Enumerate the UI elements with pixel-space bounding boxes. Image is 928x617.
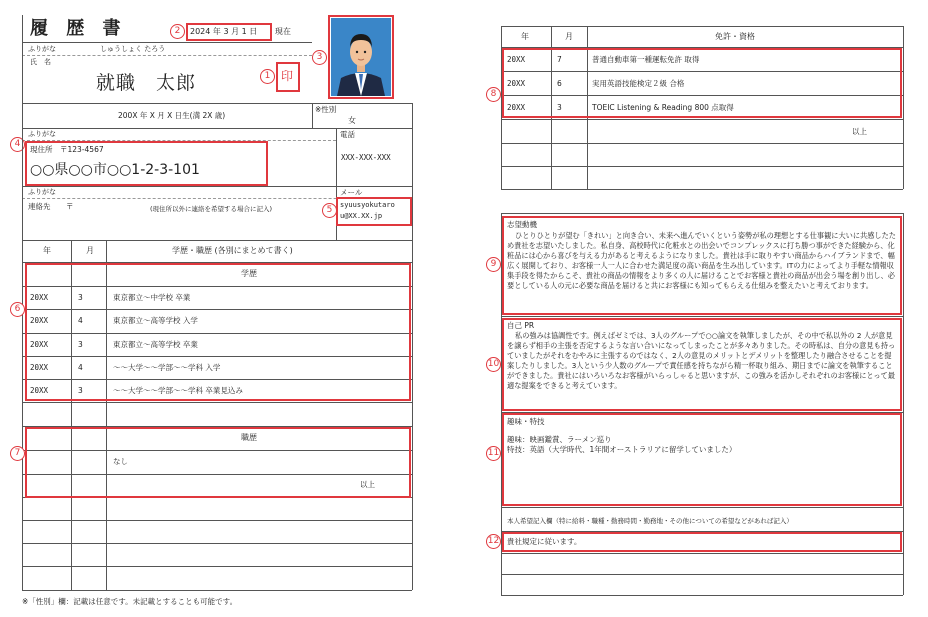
- furigana-name: しゅうしょく たろう: [100, 45, 166, 53]
- education-year: 20XX: [30, 293, 49, 302]
- marker-1: 1: [260, 69, 275, 84]
- name-label: 氏 名: [30, 58, 51, 66]
- address-label: 現住所: [30, 145, 53, 154]
- license-text: 普通自動車第一種運転免許 取得: [592, 55, 700, 64]
- education-month: 3: [78, 340, 83, 349]
- gender-value: 女: [348, 116, 356, 125]
- rule: [22, 590, 412, 591]
- email-line-1: syuusyokutaro: [340, 201, 395, 209]
- marker-8: 8: [486, 87, 501, 102]
- rule: [903, 213, 904, 595]
- furigana-label: ふりがな: [28, 45, 56, 53]
- self-pr-text: 私の強みは協調性です。例えばゼミでは、3人のグループで○○論文を執筆しましたが、その中で私以外の 2 人が意見を譲らず相手の主張を否定するような言い合いになってしまったことが多々ありました。その時私は、自分の意見も持っていましたがそれをむやみに主張するのではなく、2人の意見のメリットとデメリットを整理したり融合させることを提案したりしました。3人という少人数のグループで責任感を持ちながら精一杯取り組み、期日までに論文を執筆することができました。貴社にはいろいろなお客様がいらっしゃると思いますが、この強みを活かしそれぞれのお客様にとって最適な提案をできると考えています。: [507, 331, 896, 390]
- hobby-title: 趣味・特技: [507, 417, 545, 426]
- rule: [22, 240, 412, 241]
- id-photo: [331, 18, 391, 96]
- resume-date-suffix: 現在: [275, 27, 291, 36]
- resume-date: 2024 年 3 月 1 日: [190, 27, 258, 36]
- rule: [312, 103, 313, 128]
- marker-4: 4: [10, 137, 25, 152]
- marker-12: 12: [486, 534, 501, 549]
- marker-6: 6: [10, 302, 25, 317]
- request-text: 貴社規定に従います。: [507, 537, 582, 546]
- address-furigana-label: ふりがな: [28, 130, 56, 138]
- contact-label: 連絡先: [28, 202, 51, 211]
- license-month: 7: [557, 55, 562, 64]
- rule: [22, 15, 23, 590]
- phone-number: XXX-XXX-XXX: [341, 153, 391, 162]
- motivation-text: ひとりひとりが望む「きれい」と向き合い、未来へ進んでいくという姿勢が私の理想とする仕事観に大いに共感したため貴社を志望いたしました。私自身、高校時代に化粧水との出会いでコンプレックスに打ち勝つ事ができた経験から、化粧品には心から喜びを与える力があると考えるようになりました。貴社は手に取りやすい商品からハイブランドまで、幅広く展開しており、お客様一人一人に合わせた満足度の高い商品を生み出しています。ITの力によってより手軽な情報収集手段を得たからこそ、貴社の商品の情報をより多くの人に届けることでお客様と貴社の商品が出会う場を創り出し、必要としている人の元に必要な商品を届けると共にお客様にも知ってもらえる仕組みを整えたいと考えております。: [507, 231, 896, 290]
- rule: [412, 103, 413, 590]
- home-address: ○○県○○市○○1-2-3-101: [30, 162, 200, 178]
- education-month: 3: [78, 293, 83, 302]
- rule: [501, 189, 903, 190]
- contact-note: (現住所以外に連絡を希望する場合に記入): [150, 205, 273, 213]
- license-year: 20XX: [507, 55, 526, 64]
- license-year-header: 年: [521, 32, 529, 41]
- hobby-line-1: 趣味：映画鑑賞、ラーメン巡り: [507, 435, 612, 444]
- rule: [501, 119, 903, 120]
- marker-10: 10: [486, 357, 501, 372]
- rule: [501, 507, 903, 508]
- marker-2: 2: [170, 24, 185, 39]
- resume-title: 履 歴 書: [30, 18, 127, 39]
- license-content-header: 免許・資格: [715, 32, 755, 41]
- education-text: 東京都立〜中学校 卒業: [113, 293, 191, 302]
- education-year: 20XX: [30, 386, 49, 395]
- rule: [22, 42, 312, 43]
- marker-5: 5: [322, 203, 337, 218]
- hobby-line-2: 特技：英語（大学時代、1年間オーストラリアに留学していました）: [507, 445, 737, 454]
- rule: [22, 402, 412, 403]
- contact-furigana-label: ふりがな: [28, 188, 56, 196]
- rule: [903, 26, 904, 189]
- birth-date: 200X 年 X 月 X 日生(満 2X 歳): [118, 111, 226, 120]
- rule: [501, 553, 903, 554]
- rule: [22, 566, 412, 567]
- history-month-header: 月: [86, 246, 94, 255]
- license-text: 実用英語技能検定２級 合格: [592, 79, 685, 88]
- self-pr-title: 自己 PR: [507, 321, 535, 330]
- education-year: 20XX: [30, 340, 49, 349]
- rule: [501, 26, 903, 27]
- license-month: 6: [557, 79, 562, 88]
- marker-3: 3: [312, 50, 327, 65]
- applicant-name: 就職 太郎: [96, 72, 197, 94]
- rule-dashed: [22, 55, 312, 56]
- request-label: 本人希望記入欄（特に給料・職種・勤務時間・勤務地・その他についての希望などがあれば記入）: [507, 517, 793, 525]
- license-end: 以上: [852, 127, 867, 136]
- education-title: 学歴: [241, 269, 257, 278]
- rule: [501, 213, 903, 214]
- education-month: 3: [78, 386, 83, 395]
- rule: [22, 543, 412, 544]
- education-text: 東京都立〜高等学校 入学: [113, 316, 198, 325]
- license-month-header: 月: [565, 32, 573, 41]
- phone-label: 電話: [340, 130, 355, 139]
- license-month: 3: [557, 103, 562, 112]
- portrait-image: [331, 18, 391, 96]
- history-year-header: 年: [43, 246, 51, 255]
- email-line-2: u@XX.XX.jp: [340, 212, 383, 220]
- gender-footnote: ※「性別」欄：記載は任意です。未記載とすることも可能です。: [22, 597, 238, 606]
- rule: [501, 316, 903, 317]
- hobby-highlight: [502, 413, 902, 506]
- education-month: 4: [78, 316, 83, 325]
- history-content-header: 学歴・職歴 (各別にまとめて書く): [172, 246, 293, 255]
- education-month: 4: [78, 363, 83, 372]
- marker-11: 11: [486, 446, 501, 461]
- gender-label: ※性別: [315, 105, 337, 114]
- rule: [501, 166, 903, 167]
- work-none: なし: [113, 457, 128, 466]
- rule: [22, 186, 412, 187]
- marker-9: 9: [486, 257, 501, 272]
- rule: [501, 574, 903, 575]
- education-text: 〜〜大学〜〜学部〜〜学科 卒業見込み: [113, 386, 243, 395]
- education-text: 〜〜大学〜〜学部〜〜学科 入学: [113, 363, 221, 372]
- education-year: 20XX: [30, 316, 49, 325]
- work-history-highlight: [25, 427, 411, 498]
- work-title: 職歴: [241, 433, 257, 442]
- contact-postal: 〒: [66, 202, 74, 211]
- education-highlight: [25, 263, 411, 401]
- license-text: TOEIC Listening & Reading 800 点取得: [592, 103, 734, 112]
- rule: [501, 595, 903, 596]
- marker-7: 7: [10, 446, 25, 461]
- license-year: 20XX: [507, 79, 526, 88]
- education-text: 東京都立〜高等学校 卒業: [113, 340, 198, 349]
- seal-mark: 印: [281, 69, 294, 83]
- education-year: 20XX: [30, 363, 49, 372]
- rule: [22, 520, 412, 521]
- email-label: メール: [340, 188, 363, 197]
- postal-code: 〒123-4567: [60, 145, 104, 154]
- rule: [22, 103, 412, 104]
- work-end: 以上: [360, 480, 375, 489]
- rule: [22, 128, 412, 129]
- license-year: 20XX: [507, 103, 526, 112]
- motivation-title: 志望動機: [507, 220, 537, 229]
- rule: [501, 143, 903, 144]
